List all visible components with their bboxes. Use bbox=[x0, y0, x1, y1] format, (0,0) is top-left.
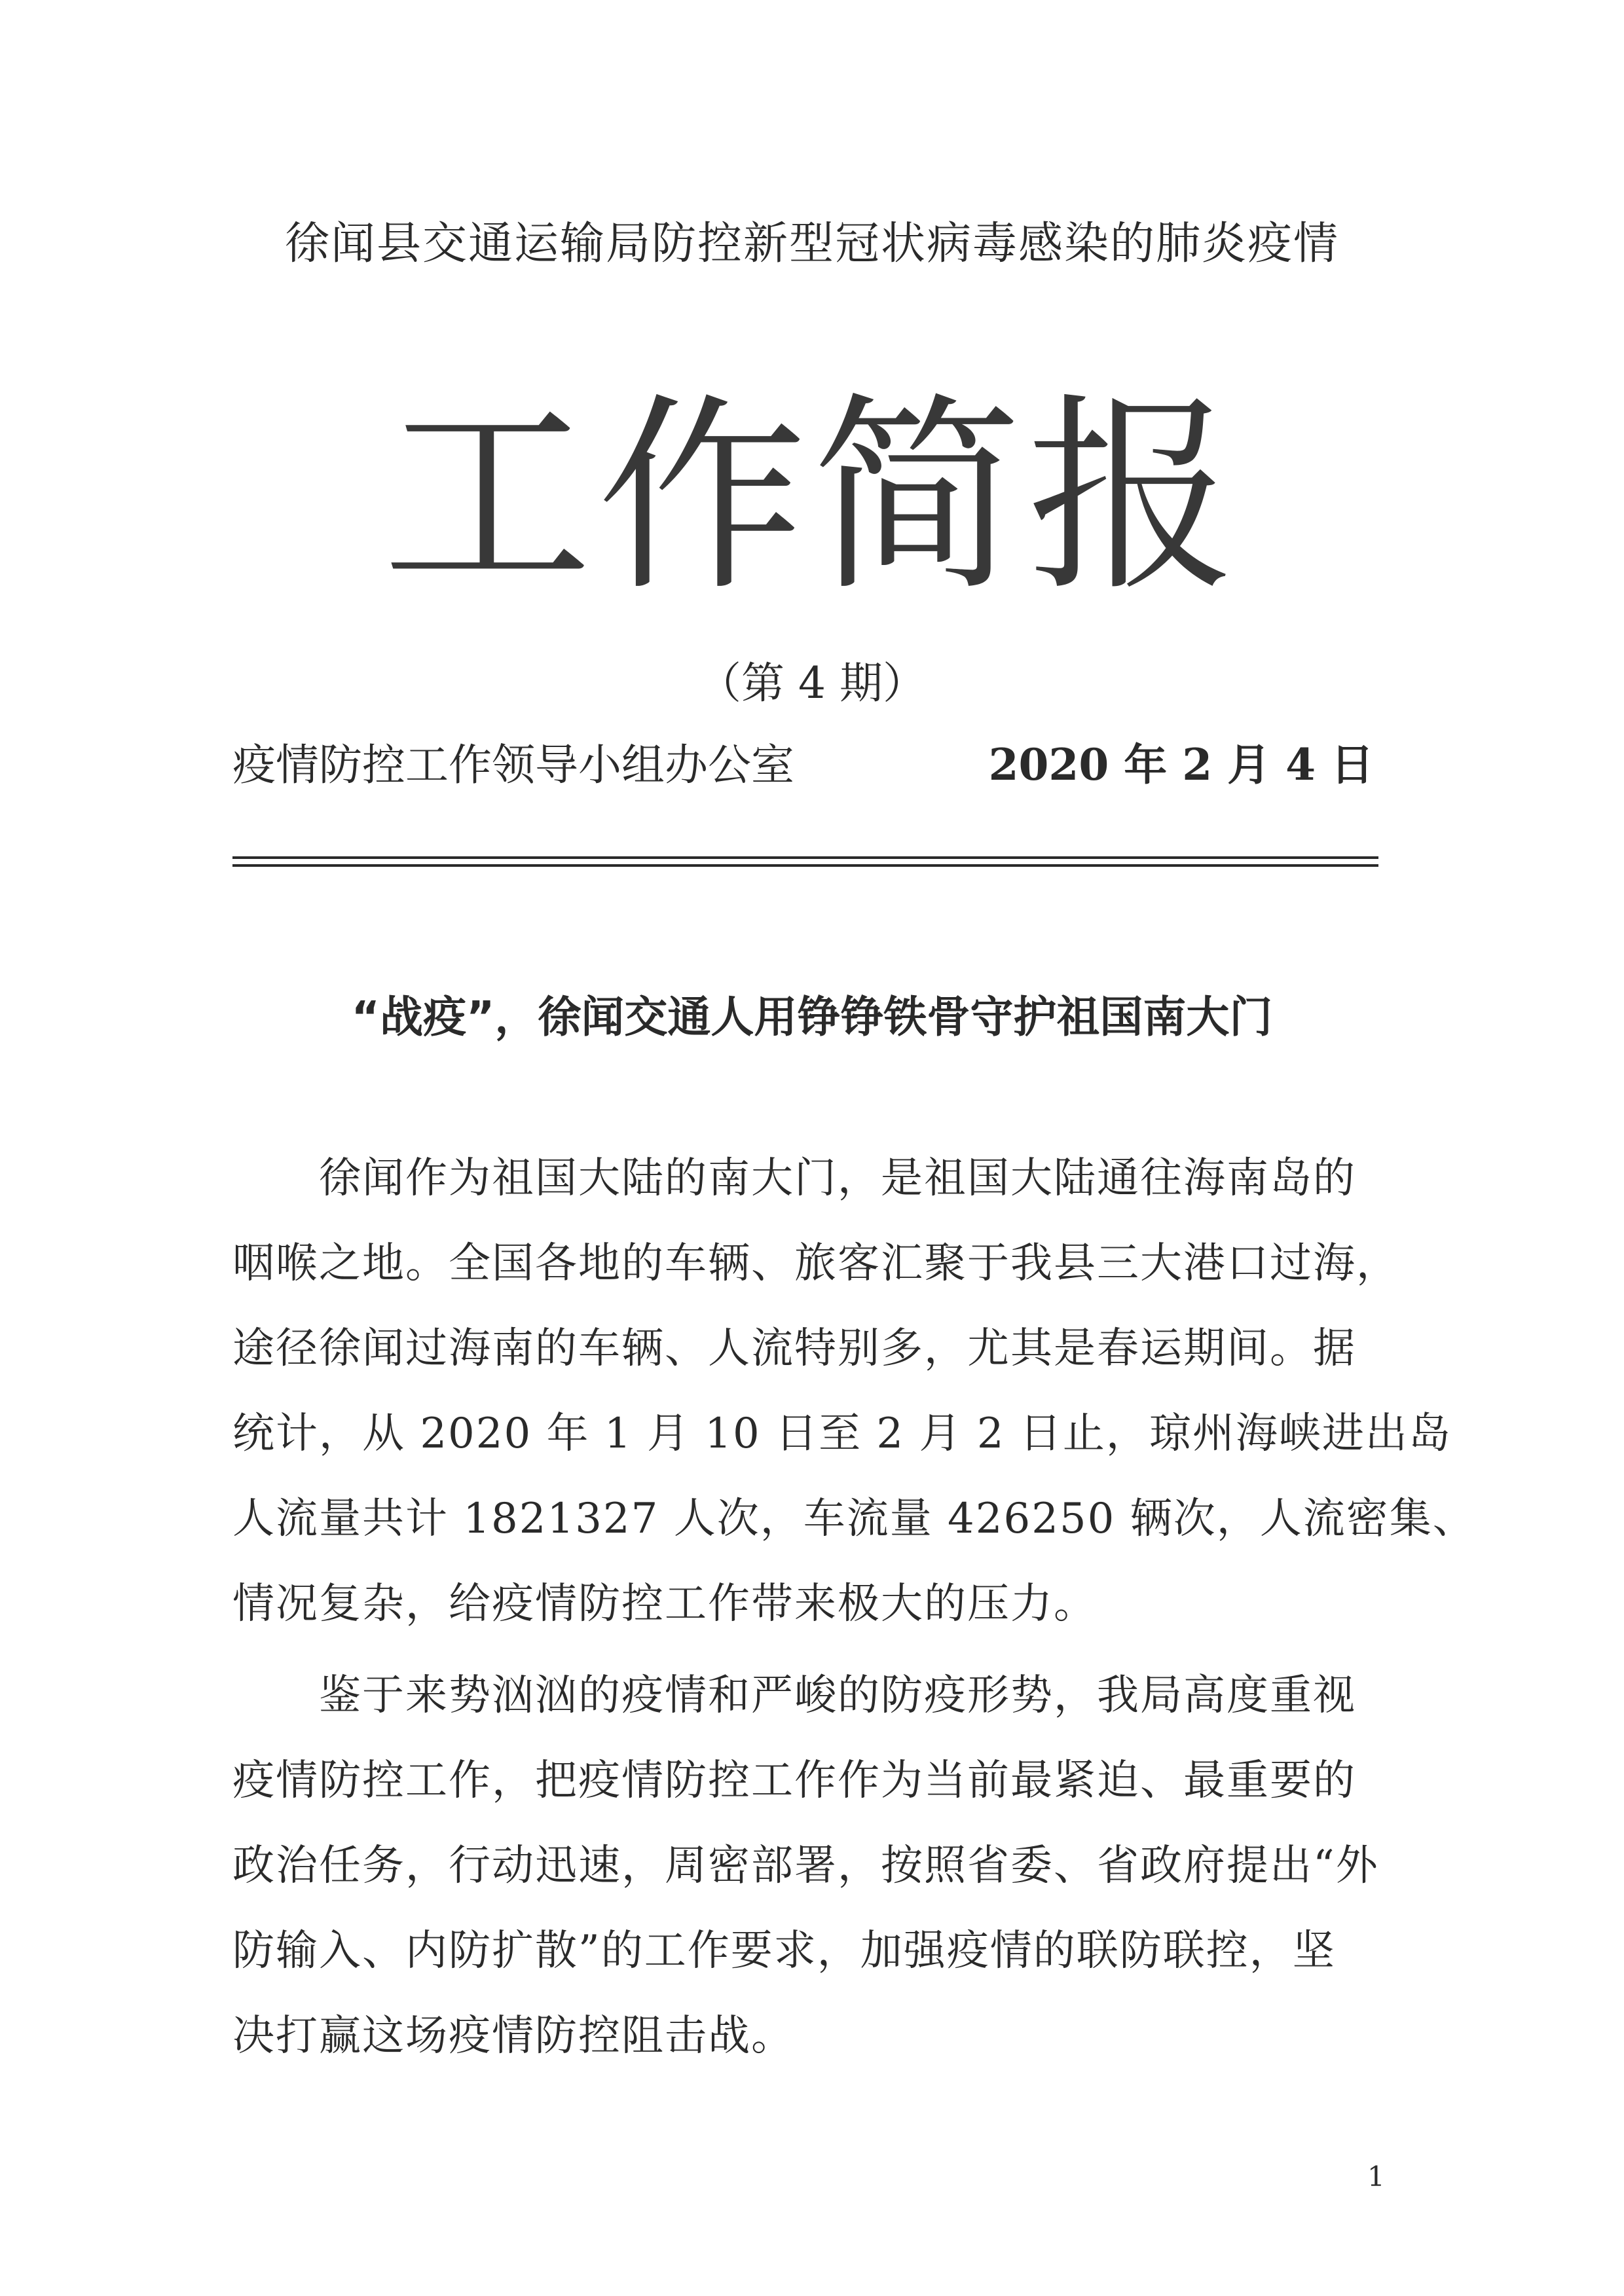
issuer: 疫情防控工作领导小组办公室 bbox=[232, 740, 794, 790]
body-line: 人流量共计 1821327 人次，车流量 426250 辆次，人流密集、 bbox=[232, 1495, 1476, 1543]
article-title: “战疫”，徐闻交通人用铮铮铁骨守护祖国南大门 bbox=[351, 992, 1273, 1042]
body-line: 防输入、内防扩散”的工作要求，加强疫情的联防联控，坚 bbox=[232, 1927, 1336, 1975]
body-line: 徐闻作为祖国大陆的南大门，是祖国大陆通往海南岛的 bbox=[319, 1154, 1356, 1203]
body-line: 疫情防控工作，把疫情防控工作作为当前最紧迫、最重要的 bbox=[232, 1757, 1356, 1805]
body-line: 咽喉之地。全国各地的车辆、旅客汇聚于我县三大港口过海， bbox=[232, 1239, 1399, 1288]
body-line: 决打赢这场疫情防控阻击战。 bbox=[232, 2012, 794, 2060]
body-line: 情况复杂，给疫情防控工作带来极大的压力。 bbox=[232, 1580, 1097, 1628]
subject-line: 徐闻县交通运输局防控新型冠状病毒感染的肺炎疫情 bbox=[284, 218, 1339, 270]
masthead-title: 工作简报 bbox=[382, 376, 1242, 619]
header-divider bbox=[232, 856, 1378, 867]
body-line: 政治任务，行动迅速，周密部署，按照省委、省政府提出“外 bbox=[232, 1842, 1379, 1890]
page-number: 1 bbox=[1367, 2160, 1385, 2193]
body-line: 途径徐闻过海南的车辆、人流特别多，尤其是春运期间。据 bbox=[232, 1324, 1356, 1373]
body-line: 统计，从 2020 年 1 月 10 日至 2 月 2 日止，琼州海峡进出岛 bbox=[232, 1410, 1452, 1458]
body-line: 鉴于来势汹汹的疫情和严峻的防疫形势，我局高度重视 bbox=[319, 1671, 1356, 1720]
issue-number: （第 4 期） bbox=[698, 658, 926, 708]
issue-date: 2020 年 2 月 4 日 bbox=[988, 739, 1374, 790]
